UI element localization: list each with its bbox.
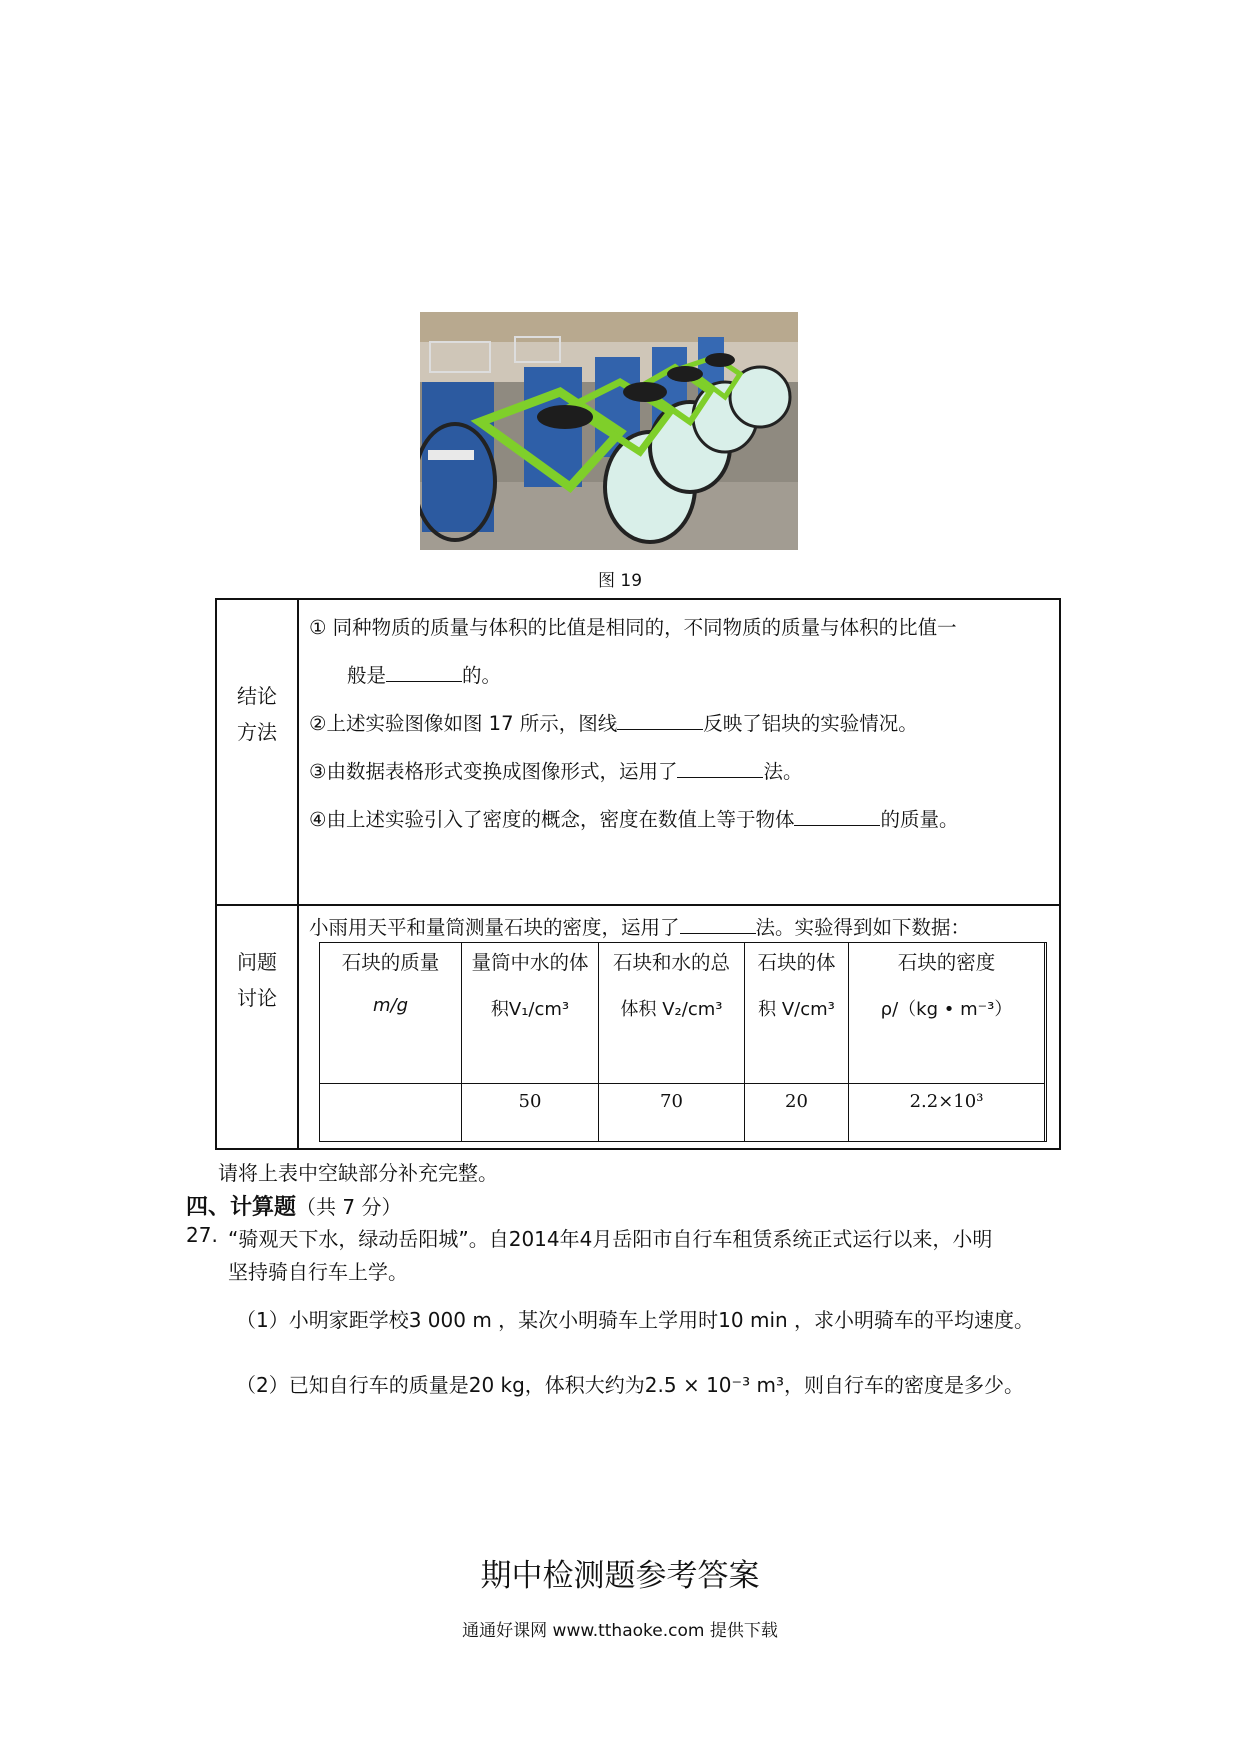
discussion-label (217, 944, 297, 1016)
answer-blank-2[interactable] (617, 711, 703, 730)
discussion-label-line2: 讨论 (237, 986, 277, 1010)
question-27-line1: “骑观天下水，绿动岳阳城”。自2014年4月岳阳市自行车租赁系统正式运行以来，小明 (228, 1227, 993, 1251)
conclusion-label-line1: 结论 (237, 684, 277, 708)
table-header-v-unit: 积 V/cm³ (758, 999, 835, 1020)
answer-blank-4[interactable] (794, 807, 880, 826)
table-instruction: 请将上表中空缺部分补充完整。 (218, 1161, 498, 1185)
table-header-v1: 量筒中水的体 (471, 951, 589, 974)
answer-section-title: 期中检测题参考答案 (480, 1558, 760, 1594)
section-heading (186, 1190, 401, 1221)
table-header-v: 石块的体 (757, 951, 836, 974)
table-header-density-unit: ρ/（kg • m⁻³） (880, 999, 1013, 1020)
experiment-table (215, 598, 1061, 1150)
table-header-mass-unit: m/g (372, 995, 409, 1016)
section-title: 四、计算题 (186, 1194, 297, 1220)
table-column-density (849, 943, 1045, 1141)
conclusion-item4: ④由上述实验引入了密度的概念，密度在数值上等于物体 的质量。 (309, 808, 959, 831)
conclusion-item3: ③由数据表格形式变换成图像形式，运用了 法。 (309, 760, 803, 783)
discussion-label-line1: 问题 (237, 950, 277, 974)
conclusion-item2: ②上述实验图像如图 17 所示，图线 反映了铝块的实验情况。 (309, 712, 918, 735)
row-divider (217, 904, 1059, 906)
column-divider (297, 600, 299, 1148)
table-column-v2 (599, 943, 745, 1141)
answer-blank-1[interactable] (386, 663, 462, 682)
question-27-number: 27. (186, 1223, 218, 1247)
table-column-mass (320, 943, 462, 1141)
conclusion-label-line2: 方法 (237, 720, 277, 744)
table-header-mass: 石块的质量 (341, 951, 440, 974)
discussion-intro: 小雨用天平和量筒测量石块的密度，运用了 法。实验得到如下数据： (309, 916, 971, 939)
bike-station-photo (420, 312, 798, 550)
table-column-v1 (462, 943, 599, 1141)
table-row-divider (320, 1083, 1045, 1084)
table-header-v1-unit: 积V₁/cm³ (490, 999, 570, 1020)
conclusion-item1-line2: 般是 的。 (347, 664, 502, 687)
page-footer: 通通好课网 www.tthaoke.com 提供下载 (462, 1621, 778, 1641)
conclusion-label (217, 678, 297, 750)
table-value-v2: 70 (660, 1091, 683, 1112)
question-27-line2: 坚持骑自行车上学。 (228, 1260, 408, 1284)
conclusion-item1-line1: ① 同种物质的质量与体积的比值是相同的，不同物质的质量与体积的比值一 (309, 616, 957, 639)
section-score: （共 7 分） (296, 1195, 402, 1219)
table-header-density: 石块的密度 (897, 951, 996, 974)
figure-caption: 图 19 (597, 571, 643, 591)
answer-blank-5[interactable] (680, 915, 756, 934)
table-value-v: 20 (785, 1091, 808, 1112)
table-value-v1: 50 (518, 1091, 542, 1112)
table-column-v (745, 943, 849, 1141)
table-value-density: 2.2×10³ (909, 1091, 984, 1112)
question-27-part1: （1）小明家距学校3 000 m ，某次小明骑车上学用时10 min ，求小明骑车的平均速度。 (236, 1308, 1035, 1332)
stone-density-table (319, 942, 1047, 1142)
answer-blank-3[interactable] (677, 759, 763, 778)
table-header-v2: 石块和水的总 (612, 951, 730, 974)
table-header-v2-unit: 体积 V₂/cm³ (620, 999, 723, 1020)
question-27-part2: （2）已知自行车的质量是20 kg，体积大约为2.5 × 10⁻³ m³，则自行车的密度是多少。 (236, 1373, 1024, 1397)
